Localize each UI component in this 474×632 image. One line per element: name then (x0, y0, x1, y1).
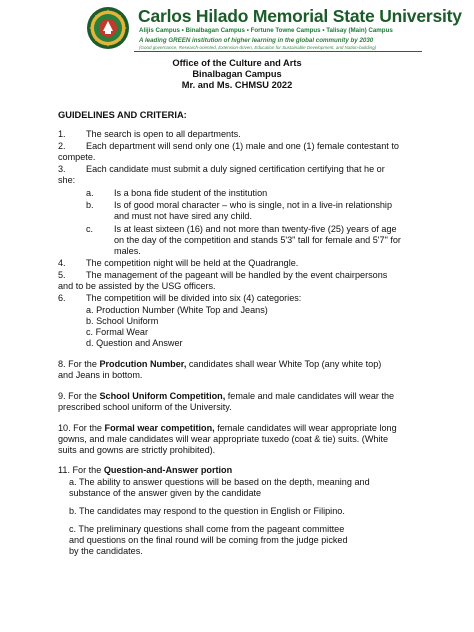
item-text: The management of the pageant will be handled by the event chairpersons (86, 270, 388, 280)
university-subtagline: (Good governance, Research-oriented, Extension-driven, Education for Sustainable Development, and Nation-building) (139, 45, 377, 50)
item-text: she: (58, 175, 76, 185)
item-number: 6. (58, 293, 66, 303)
paragraph-question-answer: 11. For the Question-and-Answer portion (58, 465, 233, 475)
campus-list: Alijis Campus • Binalbagan Campus • Fortune Towne Campus • Talisay (Main) Campus (139, 27, 393, 34)
event-name: Mr. and Ms. CHMSU 2022 (181, 80, 293, 91)
subitem-text: Is at least sixteen (16) and not more than twenty-five (25) years of age (114, 224, 397, 234)
paragraph-line: and Jeans in bottom. (58, 370, 143, 380)
item-number: 3. (58, 164, 66, 174)
subitem-text: Is of good moral character – who is single, not in a live-in relationship (114, 200, 393, 210)
subitem-text: Is a bona fide student of the institution (114, 188, 268, 198)
office-name: Office of the Culture and Arts (172, 58, 302, 68)
item-text: The search is open to all departments. (86, 129, 241, 139)
item-number: 4. (58, 258, 66, 268)
campus-name: Binalbagan Campus (192, 69, 282, 80)
item-text: and to be assisted by the USG officers. (58, 281, 216, 291)
paragraph-line: suits and gowns are strictly prohibited). (58, 445, 216, 455)
item-text: The competition night will be held at the Quadrangle. (86, 258, 299, 268)
qa-criterion: b. The candidates may respond to the question in English or Filipino. (69, 506, 345, 516)
item-text: The competition will be divided into six (4) categories: (86, 293, 302, 303)
subitem-text: and must not have sired any child. (114, 211, 253, 221)
item-text: compete. (58, 152, 96, 162)
item-text: Each candidate must submit a duly signed certification certifying that he or (86, 164, 385, 174)
qa-criterion: substance of the answer given by the candidate (69, 488, 262, 498)
paragraph-line: gowns, and male candidates will wear appropriate tuxedo (coat & tie) suits. (White (58, 434, 389, 444)
section-heading: GUIDELINES AND CRITERIA: (58, 110, 187, 120)
paragraph-school-uniform: 9. For the School Uniform Competition, female and male candidates will wear the (58, 391, 395, 401)
university-tagline: A leading GREEN institution of higher learning in the global community by 2030 (139, 37, 374, 44)
subitem-letter: b. (86, 200, 94, 210)
category-item: a. Production Number (White Top and Jeans) (86, 305, 268, 315)
subitem-letter: a. (86, 188, 94, 198)
item-number: 1. (58, 129, 66, 139)
paragraph-line: prescribed school uniform of the University. (58, 402, 232, 412)
item-number: 5. (58, 270, 66, 280)
item-number: 2. (58, 141, 66, 151)
subitem-letter: c. (86, 224, 94, 234)
university-name: Carlos Hilado Memorial State University (138, 6, 462, 26)
category-item: b. School Uniform (86, 316, 159, 326)
category-item: d. Question and Answer (86, 338, 183, 348)
paragraph-formal-wear: 10. For the Formal wear competition, female candidates will wear appropriate long (58, 423, 397, 433)
qa-criterion: by the candidates. (69, 546, 143, 556)
qa-criterion: and questions on the final round will be coming from the judge picked (69, 535, 348, 545)
paragraph-production-number: 8. For the Prodcution Number, candidates shall wear White Top (any white top) (58, 359, 382, 369)
qa-criterion: c. The preliminary questions shall come from the pageant committee (69, 524, 345, 534)
category-item: c. Formal Wear (86, 327, 148, 337)
subitem-text: on the day of the competition and stands 5'3" tall for female and 5'7" for (114, 235, 401, 245)
subitem-text: males. (114, 246, 141, 256)
item-text: Each department will send only one (1) male and one (1) female contestant to (86, 141, 399, 151)
qa-criterion: a. The ability to answer questions will be based on the depth, meaning and (69, 477, 370, 487)
